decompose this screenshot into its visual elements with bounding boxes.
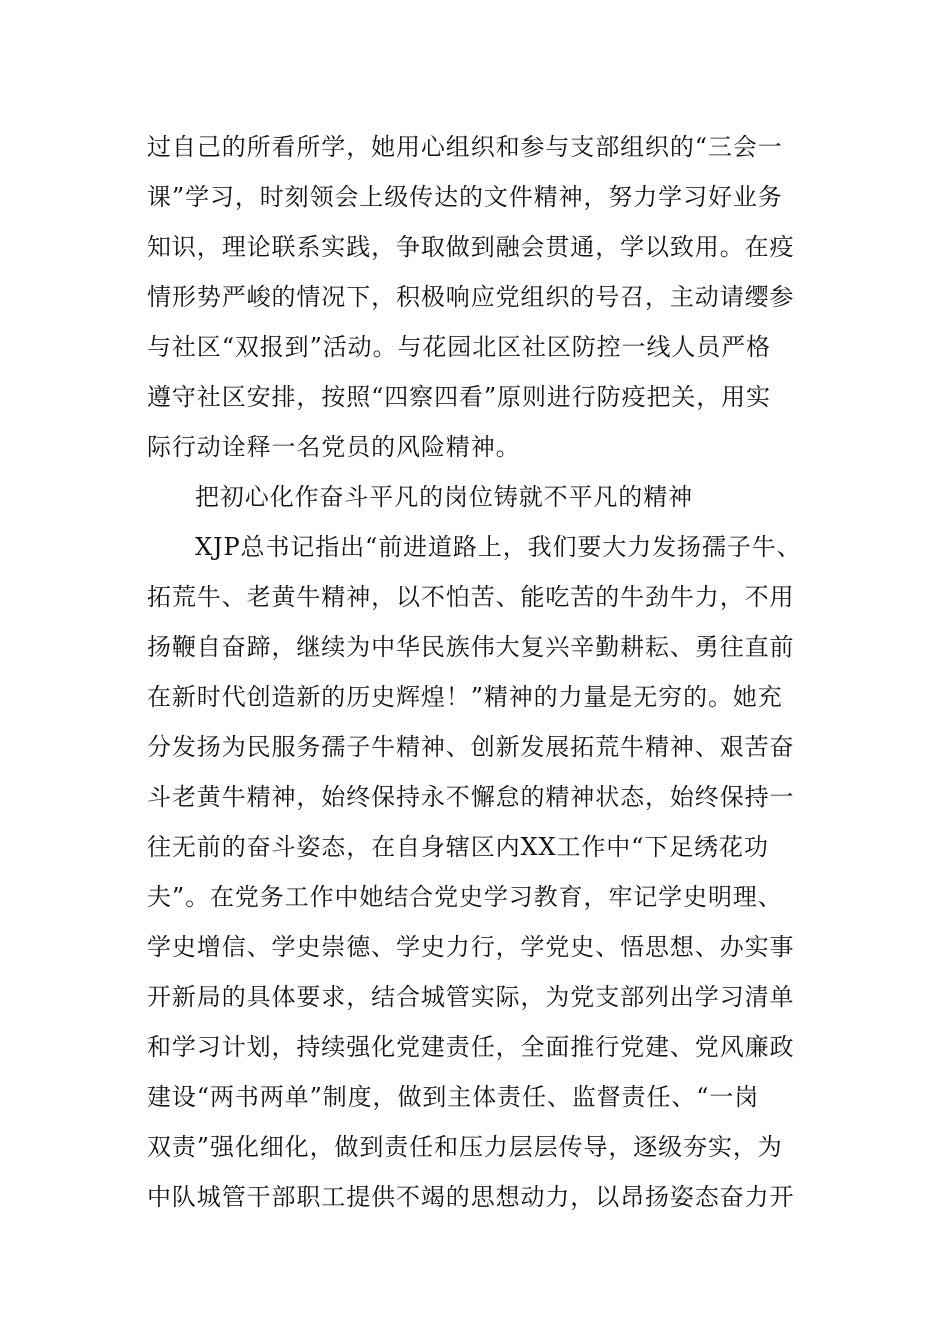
section-heading: 把初心化作奋斗平凡的岗位铸就不平凡的精神 (195, 483, 693, 511)
text-line: 开新局的具体要求，结合城管实际，为党支部列出学习清单 (147, 983, 795, 1011)
text-line: 斗老黄牛精神，始终保持永不懈怠的精神状态，始终保持一 (147, 783, 795, 811)
text-line: 往无前的奋斗姿态，在自身辖区内XX工作中“下足绣花功 (147, 833, 769, 861)
text-line: 分发扬为民服务孺子牛精神、创新发展拓荒牛精神、艰苦奋 (147, 733, 795, 761)
text-line: 夫”。在党务工作中她结合党史学习教育，牢记学史明理、 (147, 883, 783, 911)
text-line: 情形势严峻的情况下，积极响应党组织的号召，主动请缨参 (147, 283, 795, 311)
text-line: 遵守社区安排，按照“四察四看”原则进行防疫把关，用实 (147, 383, 771, 411)
text-line: XJP总书记指出“前进道路上，我们要大力发扬孺子牛、 (195, 533, 802, 561)
text-line: 在新时代创造新的历史辉煌！”精神的力量是无穷的。她充 (147, 683, 783, 711)
body-text (147, 122, 837, 1222)
text-line: 课”学习，时刻领会上级传达的文件精神，努力学习好业务 (147, 183, 783, 211)
text-line: 建设“两书两单”制度，做到主体责任、监督责任、“一岗 (147, 1083, 760, 1111)
text-line: 拓荒牛、老黄牛精神，以不怕苦、能吃苦的牛劲牛力，不用 (147, 583, 795, 611)
text-line: 际行动诠释一名党员的风险精神。 (147, 433, 521, 461)
text-line: 扬鞭自奋蹄，继续为中华民族伟大复兴辛勤耕耘、勇往直前 (147, 633, 795, 661)
text-line: 中队城管干部职工提供不竭的思想动力，以昂扬姿态奋力开 (147, 1183, 795, 1211)
text-line: 与社区“双报到”活动。与花园北区社区防控一线人员严格 (147, 333, 771, 361)
text-line: 知识，理论联系实践，争取做到融会贯通，学以致用。在疫 (147, 233, 795, 261)
text-line: 学史增信、学史崇德、学史力行，学党史、悟思想、办实事 (147, 933, 795, 961)
text-line: 和学习计划，持续强化党建责任，全面推行党建、党风廉政 (147, 1033, 795, 1061)
text-line: 双责”强化细化，做到责任和压力层层传导，逐级夯实，为 (147, 1133, 783, 1161)
text-line: 过自己的所看所学，她用心组织和参与支部组织的“三会一 (147, 133, 783, 161)
